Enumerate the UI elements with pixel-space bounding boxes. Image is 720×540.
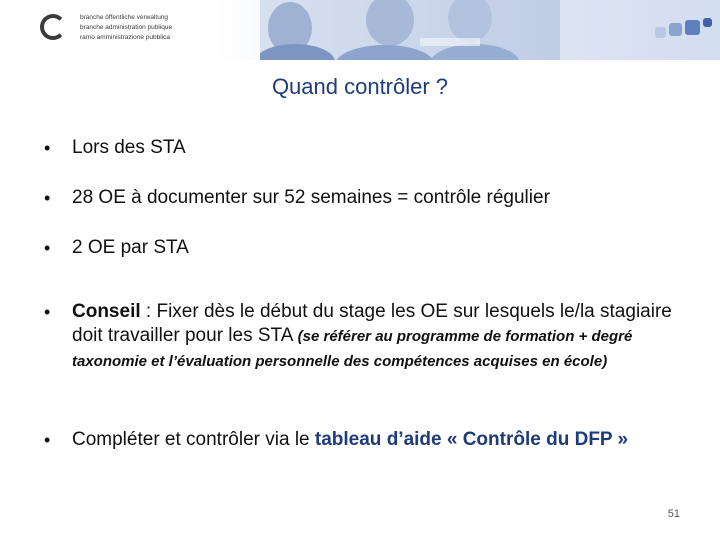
square-4 bbox=[703, 18, 712, 27]
bullet-dot: • bbox=[44, 188, 51, 208]
decorative-squares bbox=[655, 18, 715, 42]
logo-line-fr: branche administration publique bbox=[80, 24, 173, 31]
bullet-dot: • bbox=[44, 302, 51, 322]
conseil-label: Conseil bbox=[72, 301, 141, 322]
slide-title: Quand contrôler ? bbox=[271, 74, 449, 99]
conseil-note: (se référer au programme de formation + degré taxonomie et l’évaluation personnelle des compétences acquises en école) bbox=[72, 328, 633, 370]
square-3 bbox=[685, 20, 700, 35]
bullet-text: 28 OE à documenter sur 52 semaines = contrôle régulier bbox=[72, 187, 550, 208]
bullet-text: Lors des STA bbox=[72, 137, 186, 158]
bullet-text: 2 OE par STA bbox=[72, 237, 189, 258]
bullet-dot: • bbox=[44, 138, 51, 158]
bullet-text-completer bbox=[72, 428, 672, 452]
completer-text: Compléter et contrôler via le bbox=[72, 429, 315, 450]
logo-line-de: branche öffentliche verwaltung bbox=[80, 14, 169, 21]
square-1 bbox=[655, 27, 666, 38]
logo-line-it: ramo amministrazione pubblica bbox=[80, 34, 170, 41]
page-number: 51 bbox=[667, 508, 680, 520]
header-banner bbox=[0, 0, 720, 60]
bullet-dot: • bbox=[44, 238, 51, 258]
logo-icon bbox=[40, 14, 66, 40]
conseil-text: : Fixer dès le début du stage les OE sur lesquels le/la stagiaire doit travailler pour les STA bbox=[72, 301, 672, 346]
bullet-text-conseil bbox=[72, 300, 672, 374]
tableau-aide-link[interactable]: tableau d’aide « Contrôle du DFP » bbox=[314, 429, 629, 450]
header-photo bbox=[260, 0, 560, 60]
square-2 bbox=[669, 23, 682, 36]
bullet-dot: • bbox=[44, 430, 51, 450]
logo-text bbox=[80, 13, 172, 43]
